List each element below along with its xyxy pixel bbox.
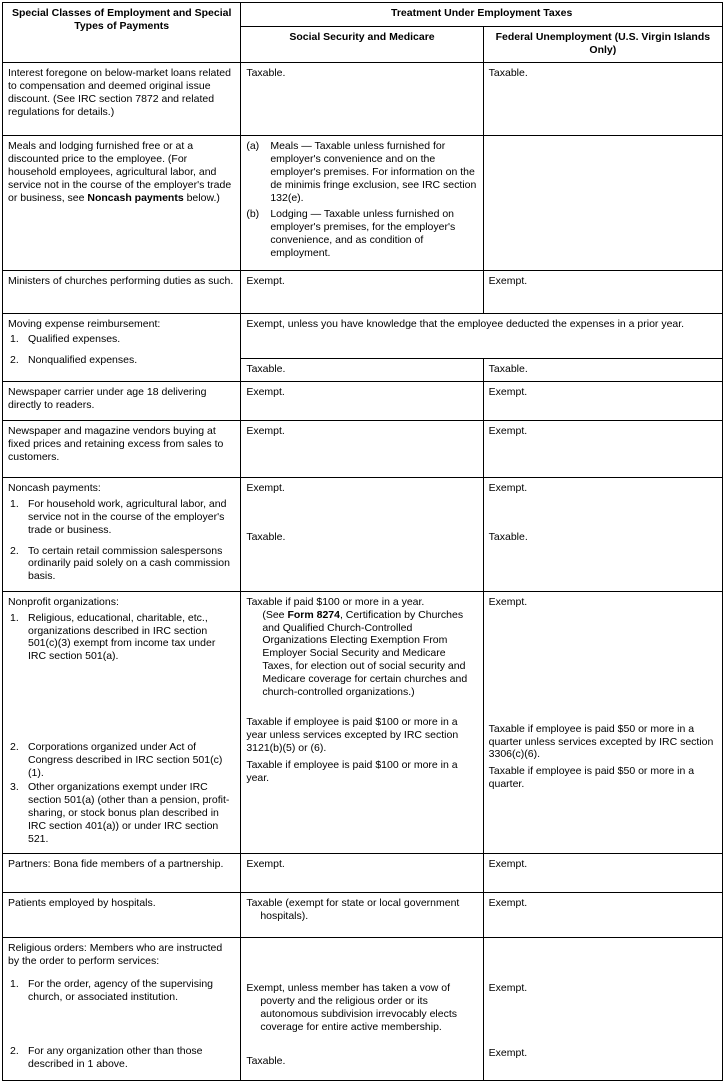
list-text: For household work, agricultural labor, and service not in the course of the employer's trade or business.: [28, 498, 227, 536]
table-row: [3, 893, 723, 938]
list-marker: (a): [246, 140, 260, 153]
list-text: Nonqualified expenses.: [28, 354, 138, 367]
header-social-security: Social Security and Medicare: [241, 26, 483, 63]
employment-taxes-table: [2, 2, 723, 1081]
row-newspaper-carrier-fu: Exempt.: [483, 382, 722, 421]
list-item: [8, 1045, 235, 1071]
moving-expense-qualified-text: Exempt, unless you have knowledge that the employee deducted the expenses in a prior year.: [246, 317, 685, 330]
document-page: [0, 2, 725, 1071]
list-text: To certain retail commission salespersons ordinarily paid solely on a cash commission basis.: [28, 544, 230, 583]
noncash-ss-item1: Exempt.: [246, 482, 285, 495]
list-marker: 2.: [10, 1045, 19, 1058]
row-newspaper-vendors-ss: Exempt.: [241, 421, 483, 478]
row-partners-ss: Exempt.: [241, 854, 483, 893]
nonprofit-list: [8, 612, 235, 846]
row-newspaper-carrier-label: Newspaper carrier under age 18 delivering directly to readers.: [3, 382, 241, 421]
row-religious-orders-ss: [241, 938, 483, 1081]
list-item: [246, 208, 477, 259]
list-item: [8, 354, 235, 367]
row-newspaper-carrier-ss: Exempt.: [241, 382, 483, 421]
row-newspaper-vendors-fu: Exempt.: [483, 421, 722, 478]
list-marker: 1.: [10, 498, 19, 511]
header-row-1: [3, 3, 723, 27]
moving-expense-heading: Moving expense reimbursement:: [8, 317, 161, 330]
row-noncash-payments-ss: [241, 478, 483, 592]
noncash-fu-item1: Exempt.: [488, 482, 528, 495]
row-moving-expense-qualified-treatment: [241, 313, 723, 358]
table-row: [3, 136, 723, 270]
list-marker: 1.: [10, 333, 19, 346]
nonprofit-fu-item3: Taxable if employee is paid $50 or more in a quarter.: [488, 765, 695, 790]
list-item: [8, 545, 235, 583]
row-nonprofit-ss: [241, 591, 483, 853]
nonprofit-ss-item3: Taxable if employee is paid $100 or more in a year.: [246, 758, 458, 784]
meals-lodging-bold-ref: Noncash payments: [87, 191, 184, 204]
religious-orders-fu-item1: Exempt.: [488, 982, 528, 995]
list-marker: 2.: [10, 740, 19, 753]
list-item: [8, 612, 235, 663]
list-marker: 3.: [10, 781, 19, 794]
row-ministers-fu: Exempt.: [483, 270, 722, 313]
table-row: [3, 63, 723, 136]
list-text: Religious, educational, charitable, etc., organizations described in IRC section 501(c)(3) exempt from income tax under IRC section 501(a).: [28, 611, 216, 663]
list-item: [246, 140, 477, 204]
row-religious-orders-label: [3, 938, 241, 1081]
noncash-heading: Noncash payments:: [8, 482, 101, 495]
nonprofit-fu-item2: Taxable if employee is paid $50 or more in a quarter unless services excepted by IRC section 3306(c)(6).: [488, 722, 714, 761]
table-row: [3, 938, 723, 1081]
table-header: [3, 3, 723, 63]
list-marker: 2.: [10, 354, 19, 367]
nonprofit-ss-item2: Taxable if employee is paid $100 or more in a year unless services excepted by IRC section 3121(b)(5) or (6).: [246, 716, 459, 754]
noncash-fu-item2: Taxable.: [488, 531, 528, 544]
religious-orders-ss-item1-text: Exempt, unless member has taken a vow of poverty and the religious order or its autonomous subdivision irrevocably elects coverage for entire active membership.: [246, 982, 458, 1033]
list-item: [8, 741, 235, 779]
header-federal-unemployment: Federal Unemployment (U.S. Virgin Islands Only): [483, 26, 722, 63]
list-text: For the order, agency of the supervising church, or associated institution.: [28, 977, 214, 1003]
list-text: Meals — Taxable unless furnished for employer's convenience and on the employer's premises. For information on the de minimis fringe exclusion, see IRC section 132(e).: [270, 140, 477, 204]
detail-pre: (See: [262, 608, 288, 621]
row-meals-lodging-fu: [483, 136, 722, 270]
row-patients-ss: [241, 893, 483, 938]
header-treatment-group: Treatment Under Employment Taxes: [241, 3, 723, 27]
nonprofit-heading: Nonprofit organizations:: [8, 595, 119, 608]
table-row: [3, 591, 723, 853]
row-partners-label: Partners: Bona fide members of a partnership.: [3, 854, 241, 893]
row-religious-orders-fu: [483, 938, 722, 1081]
noncash-list: [8, 498, 235, 583]
nonprofit-ss-item1-lead: Taxable if paid $100 or more in a year.: [246, 595, 425, 608]
row-interest-foregone-label: Interest foregone on below-market loans related to compensation and deemed original issue discount. (See IRC section 7872 and related regulations for details.): [3, 63, 241, 136]
table-row: [3, 313, 723, 358]
form-8274-reference: Form 8274: [287, 608, 340, 621]
row-interest-foregone-fu: Taxable.: [483, 63, 722, 136]
list-text: Lodging — Taxable unless furnished on employer's premises, for the employer's convenience, and as condition of employment.: [270, 208, 456, 259]
row-meals-lodging-label: [3, 136, 241, 270]
religious-orders-list: [8, 978, 235, 1071]
row-newspaper-vendors-label: Newspaper and magazine vendors buying at fixed prices and retaining excess from sales to customers.: [3, 421, 241, 478]
table-row: [3, 270, 723, 313]
table-row: [3, 421, 723, 478]
list-marker: (b): [246, 208, 260, 221]
religious-orders-ss-item2: Taxable.: [246, 1055, 286, 1068]
table-row: [3, 854, 723, 893]
list-text: Other organizations exempt under IRC section 501(a) (other than a pension, profit-sharing, or stock bonus plan described in IRC section 401(a)) or under IRC section 521.: [28, 781, 230, 845]
row-partners-fu: Exempt.: [483, 854, 722, 893]
list-text: Qualified expenses.: [28, 333, 121, 346]
row-nonprofit-fu: [483, 591, 722, 853]
list-marker: 2.: [10, 544, 19, 557]
religious-orders-ss-item1: [246, 982, 477, 1033]
row-patients-fu: Exempt.: [483, 893, 722, 938]
list-text: Corporations organized under Act of Congress described in IRC section 501(c)(1).: [28, 740, 223, 779]
table-body: [3, 63, 723, 1081]
row-moving-expense-label: [3, 313, 241, 382]
row-moving-expense-nonqualified-fu: Taxable.: [483, 358, 722, 382]
meals-lodging-main-text: Meals and lodging furnished free or at a discounted price to the employee. (For household employees, agricultural labor, and service not in the course of the employer's trade or business, see: [8, 140, 232, 204]
row-interest-foregone-ss: Taxable.: [241, 63, 483, 136]
list-text: For any organization other than those described in 1 above.: [28, 1045, 203, 1071]
list-marker: 1.: [10, 977, 19, 990]
row-moving-expense-nonqualified-ss: Taxable.: [241, 358, 483, 382]
noncash-ss-item2: Taxable.: [246, 531, 286, 544]
table-row: [3, 478, 723, 592]
meals-lodging-tail-text: below.): [186, 191, 220, 204]
row-ministers-ss: Exempt.: [241, 270, 483, 313]
table-row: [3, 382, 723, 421]
patients-ss-text: Taxable (exempt for state or local government hospitals).: [246, 897, 460, 923]
detail-post: , Certification by Churches and Qualified Church-Controlled Organizations Electing Exemption From Employer Social Security and Medicare Taxes, for election out of social security and Medicare coverage for certain churches and church-controlled organizations.): [262, 608, 468, 698]
moving-expense-list: [8, 333, 235, 367]
row-nonprofit-label: [3, 591, 241, 853]
nonprofit-fu-item1: Exempt.: [488, 595, 528, 608]
list-item: [8, 781, 235, 845]
list-item: [8, 978, 235, 1004]
header-special-classes: Special Classes of Employment and Special Types of Payments: [3, 3, 241, 63]
religious-orders-heading: Religious orders: Members who are instructed by the order to perform services:: [8, 942, 223, 968]
religious-orders-fu-item2: Exempt.: [488, 1047, 528, 1060]
row-noncash-payments-fu: [483, 478, 722, 592]
list-item: [8, 333, 235, 346]
row-noncash-payments-label: [3, 478, 241, 592]
row-ministers-label: Ministers of churches performing duties as such.: [3, 270, 241, 313]
list-marker: 1.: [10, 611, 19, 624]
row-patients-label: Patients employed by hospitals.: [3, 893, 241, 938]
list-item: [8, 498, 235, 536]
nonprofit-ss-item1-detail: [246, 609, 477, 699]
meals-lodging-ss-list: [246, 140, 477, 259]
row-meals-lodging-ss: [241, 136, 483, 270]
